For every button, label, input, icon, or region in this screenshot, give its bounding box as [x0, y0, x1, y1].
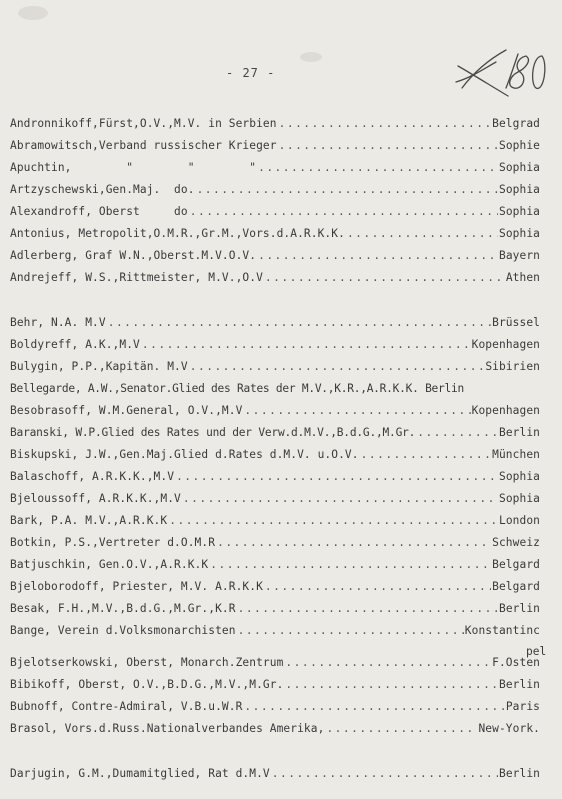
entry-name: Bibikoff, Oberst, O.V.,B.D.G.,M.V.,M.Gr. [10, 678, 284, 691]
list-item [10, 492, 540, 508]
list-item [10, 580, 540, 596]
list-item [10, 271, 540, 287]
entry-place: Schweiz [492, 536, 540, 549]
entry-place: Belgard [492, 580, 540, 593]
leader-dots [347, 227, 498, 240]
entry-place: Sophia [498, 470, 540, 483]
list-item [10, 602, 540, 618]
list-item [10, 382, 540, 398]
entry-place: Bayern [498, 249, 540, 262]
entry-place: Belgard [492, 558, 540, 571]
entry-name: Besak, F.H.,M.V.,B.d.G.,M.Gr.,K.R [10, 602, 236, 615]
entry-name: Antonius, Metropolit,O.M.R.,Gr.M.,Vors.d.A.R.K.K. [10, 227, 345, 240]
entry-name: Brasol, Vors.d.Russ.Nationalverbandes Amerika, [10, 722, 325, 735]
list-item [10, 470, 540, 486]
entry-place: München [492, 448, 540, 461]
entry-place: Kopenhagen [471, 338, 540, 351]
leader-dots [285, 656, 491, 669]
entry-name: Bubnoff, Contre-Admiral, V.B.u.W.R [10, 700, 243, 713]
entry-name: Baranski, W.P.Glied des Rates und der Verw.d.M.V.,B.d.G.,M.Gr. [10, 426, 416, 439]
entry-name: Adlerberg, Graf W.N.,Oberst.M.V.O.V. [10, 249, 257, 262]
leader-dots [238, 602, 498, 615]
list-item [10, 117, 540, 133]
leader-dots [210, 558, 491, 571]
entry-name: Besobrasoff, W.M.General, O.V.,M.V [10, 404, 243, 417]
entry-name: Bjeloussoff, A.R.K.K.,M.V [10, 492, 181, 505]
leader-dots [417, 426, 498, 439]
entry-name: Botkin, P.S.,Vertreter d.O.M.R [10, 536, 216, 549]
leader-dots [108, 316, 491, 329]
list-item [10, 722, 540, 738]
leader-dots [265, 580, 491, 593]
entry-name: Bellegarde, A.W.,Senator.Glied des Rates der M.V.,K.R.,A.R.K.K. Berlin [10, 382, 464, 395]
leader-dots [265, 271, 505, 284]
list-item [10, 426, 540, 442]
entry-place: Sophia [498, 183, 540, 196]
entry-place: Berlin [498, 602, 540, 615]
leader-dots [190, 205, 498, 218]
entry-name: Alexandroff, Oberst do [10, 205, 188, 218]
entry-place: Belgrad [492, 117, 540, 130]
continuation-fragment: pel [526, 645, 547, 658]
leader-dots [183, 492, 498, 505]
list-item [10, 700, 540, 716]
entry-name: Bjeloborodoff, Priester, M.V. A.R.K.K [10, 580, 263, 593]
list-item [10, 536, 540, 552]
page-number: - 27 - [226, 66, 276, 80]
entry-place: Sophia [498, 227, 540, 240]
leader-dots [169, 514, 498, 527]
entry-name: Biskupski, J.W.,Gen.Maj.Glied d.Rates d.M.V. u.O.V. [10, 448, 359, 461]
leader-dots [285, 678, 498, 691]
entry-name: Bark, P.A. M.V.,A.R.K.K [10, 514, 168, 527]
list-item [10, 139, 540, 155]
leader-dots [361, 448, 492, 461]
entry-name: Boldyreff, A.K.,M.V [10, 338, 140, 351]
entry-name: Andronnikoff,Fürst,O.V.,M.V. in Serbien [10, 117, 277, 130]
list-item [10, 338, 540, 354]
list-item [10, 360, 540, 376]
entry-place: Konstantinc [464, 624, 540, 637]
entry-place: Sophia [498, 492, 540, 505]
leader-dots [272, 767, 498, 780]
entry-place: Paris [505, 700, 540, 713]
leader-dots [258, 249, 498, 262]
leader-dots [326, 722, 477, 735]
leader-dots [197, 183, 498, 196]
list-item [10, 514, 540, 530]
entry-place: Berlin [498, 426, 540, 439]
list-item [10, 249, 540, 265]
entry-place: London [498, 514, 540, 527]
list-item [10, 656, 540, 672]
entry-place: Athen [505, 271, 540, 284]
list-item [10, 161, 540, 177]
entry-place: F.Osten [492, 656, 540, 669]
entry-name: Andrejeff, W.S.,Rittmeister, M.V.,O.V [10, 271, 263, 284]
entry-name: Abramowitsch,Verband russischer Krieger [10, 139, 277, 152]
entry-name: Apuchtin, " " " [10, 161, 257, 174]
entry-place: Brüssel [492, 316, 540, 329]
leader-dots [279, 139, 498, 152]
leader-dots [244, 700, 504, 713]
leader-dots [190, 360, 485, 373]
list-item [10, 227, 540, 243]
leader-dots [217, 536, 491, 549]
entry-name: Bulygin, P.P.,Kapitän. M.V [10, 360, 188, 373]
entry-name: Balaschoff, A.R.K.K.,M.V [10, 470, 175, 483]
leader-dots [238, 624, 464, 637]
entry-place: Berlin [498, 678, 540, 691]
entry-place: Sibirien [485, 360, 540, 373]
list-item [10, 558, 540, 574]
entry-place: Sophie [498, 139, 540, 152]
leader-dots [142, 338, 471, 351]
leader-dots [244, 404, 470, 417]
entry-name: Darjugin, G.M.,Dumamitglied, Rat d.M.V [10, 767, 270, 780]
entry-name: Bange, Verein d.Volksmonarchisten [10, 624, 236, 637]
list-item [10, 404, 540, 420]
entry-place: Berlin [498, 767, 540, 780]
entry-place: Sophia [498, 205, 540, 218]
list-item [10, 183, 540, 199]
list-item [10, 205, 540, 221]
list-item [10, 767, 540, 783]
entry-place: Kopenhagen [471, 404, 540, 417]
list-item [10, 316, 540, 332]
list-item [10, 624, 540, 640]
list-item [10, 678, 540, 694]
leader-dots [279, 117, 492, 130]
entry-place: New-York. [478, 722, 540, 735]
leader-dots [258, 161, 498, 174]
entry-name: Bjelotserkowski, Oberst, Monarch.Zentrum [10, 656, 284, 669]
entry-name: Batjuschkin, Gen.O.V.,A.R.K.K [10, 558, 209, 571]
entry-name: Behr, N.A. M.V [10, 316, 106, 329]
entry-name: Artzyschewski,Gen.Maj. do. [10, 183, 195, 196]
entry-place: Sophia [498, 161, 540, 174]
leader-dots [176, 470, 498, 483]
list-item [10, 448, 540, 464]
